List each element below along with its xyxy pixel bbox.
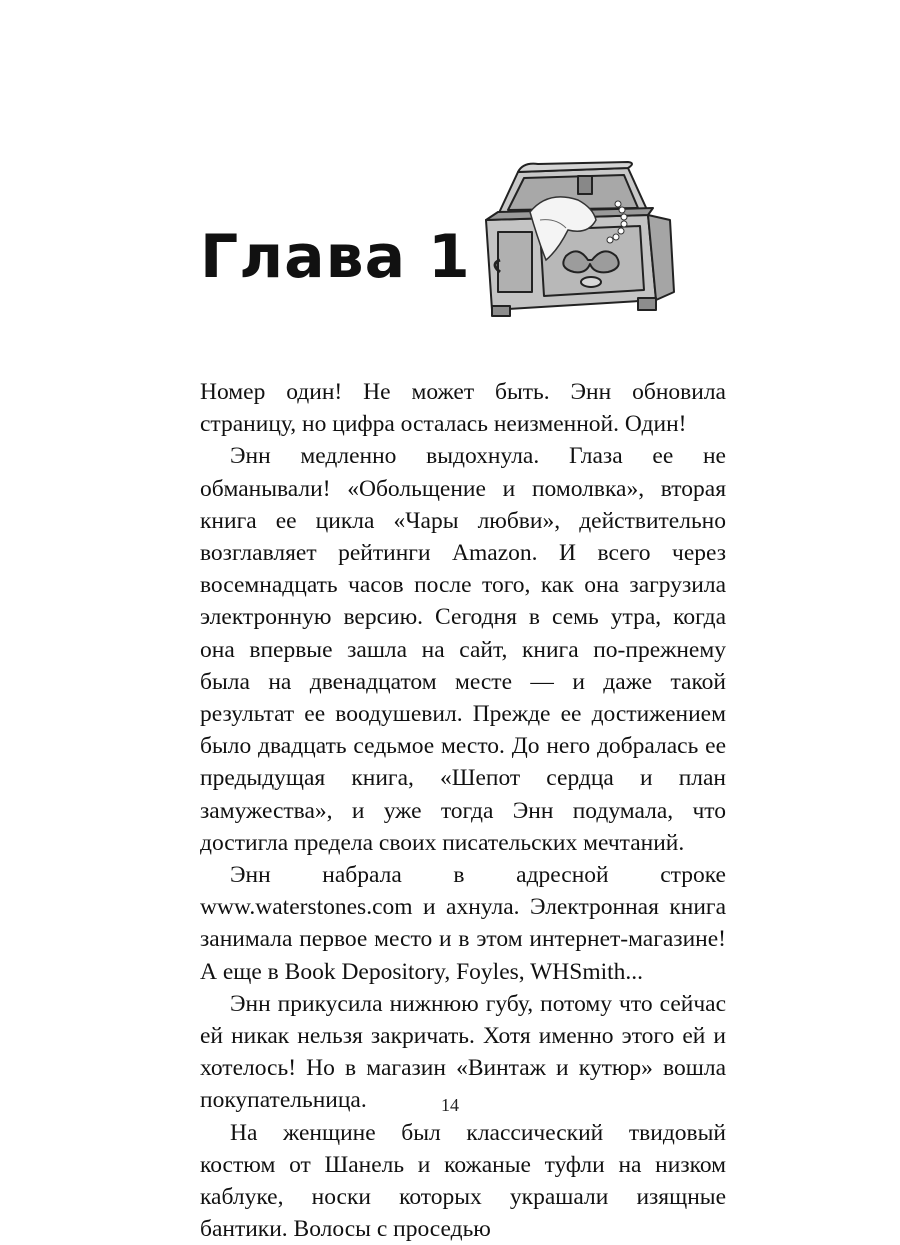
treasure-chest-icon — [478, 160, 688, 320]
paragraph: Энн медленно выдохнула. Глаза ее не обманывали! «Обольщение и помолвка», вторая книга ее цикла «Чары любви», действительно возглавляет рейтинги Amazon. И всего через восемнадцать часов после того, как она загрузила электронную версию. Сегодня в семь утра, когда она впервые зашла на сайт, книга по-прежнему была на двенадцатом месте — и даже такой результат ее воодушевил. Прежде ее достижением было двадцать седьмое место. До него добралась ее предыдущая книга, «Шепот сердца и план замужества», и уже тогда Энн подумала, что достигла предела своих писательских мечтаний. — [200, 443, 726, 856]
chapter-title: Глава 1 — [200, 222, 471, 292]
page-number: 14 — [441, 1095, 459, 1115]
paragraph: Номер один! Не может быть. Энн обновила страницу, но цифра осталась неизменной. Один! — [200, 379, 726, 438]
paragraph: На женщине был классический твидовый костюм от Шанель и кожаные туфли на низком каблуке, носки которых украшали изящные бантики. Волосы с проседью — [200, 1119, 726, 1243]
paragraph: Энн прикусила нижнюю губу, потому что сейчас ей никак нельзя закричать. Хотя именно этого ей и хотелось! Но в магазин «Винтаж и кутюр» вошла покупательница. — [200, 990, 726, 1114]
paragraph: Энн набрала в адресной строке www.waterstones.com и ахнула. Электронная книга занимала первое место и в этом интернет-магазине! А еще в Book Depository, Foyles, WHSmith... — [200, 862, 726, 985]
